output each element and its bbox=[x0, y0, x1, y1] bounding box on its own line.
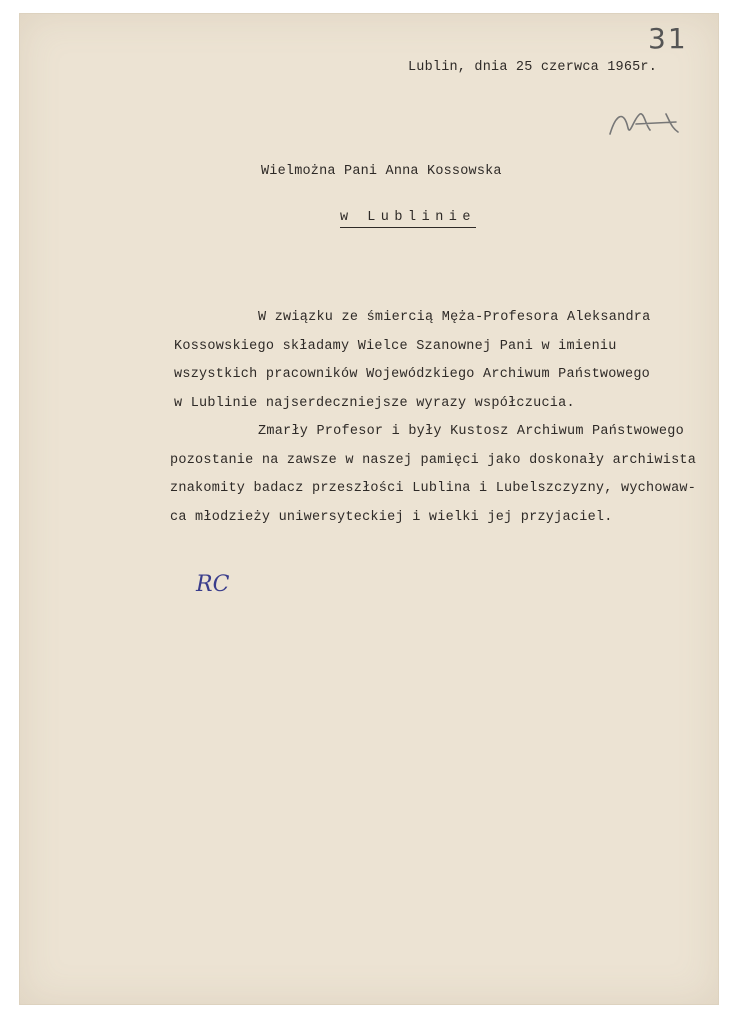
body-line: Zmarły Profesor i były Kustosz Archiwum Państwowego bbox=[258, 424, 684, 439]
body-line: ca młodzieży uniwersyteckiej i wielki jej przyjaciel. bbox=[170, 509, 613, 525]
body-line: W związku ze śmiercią Męża-Profesora Aleksandra bbox=[258, 310, 651, 325]
addressee-place: w Lublinie bbox=[340, 210, 476, 228]
body-line: znakomity badacz przeszłości Lublina i Lubelszczyzny, wychowaw- bbox=[170, 481, 697, 496]
body-line: Kossowskiego składamy Wielce Szanownej Pani w imieniu bbox=[174, 338, 617, 354]
letter-body bbox=[170, 304, 696, 532]
document-page bbox=[20, 14, 718, 1004]
page-number: 31 bbox=[648, 22, 688, 55]
date-line: Lublin, dnia 25 czerwca 1965r. bbox=[408, 60, 658, 75]
body-line: wszystkich pracowników Wojewódzkiego Archiwum Państwowego bbox=[174, 367, 651, 382]
handwritten-initials: RC bbox=[196, 572, 230, 597]
body-line: pozostanie na zawsze w naszej pamięci jako doskonały archiwista bbox=[170, 452, 697, 468]
handwritten-scribble bbox=[606, 104, 686, 144]
body-line: w Lublinie najserdeczniejsze wyrazy współczucia. bbox=[174, 395, 575, 411]
addressee: Wielmożna Pani Anna Kossowska bbox=[261, 164, 502, 179]
